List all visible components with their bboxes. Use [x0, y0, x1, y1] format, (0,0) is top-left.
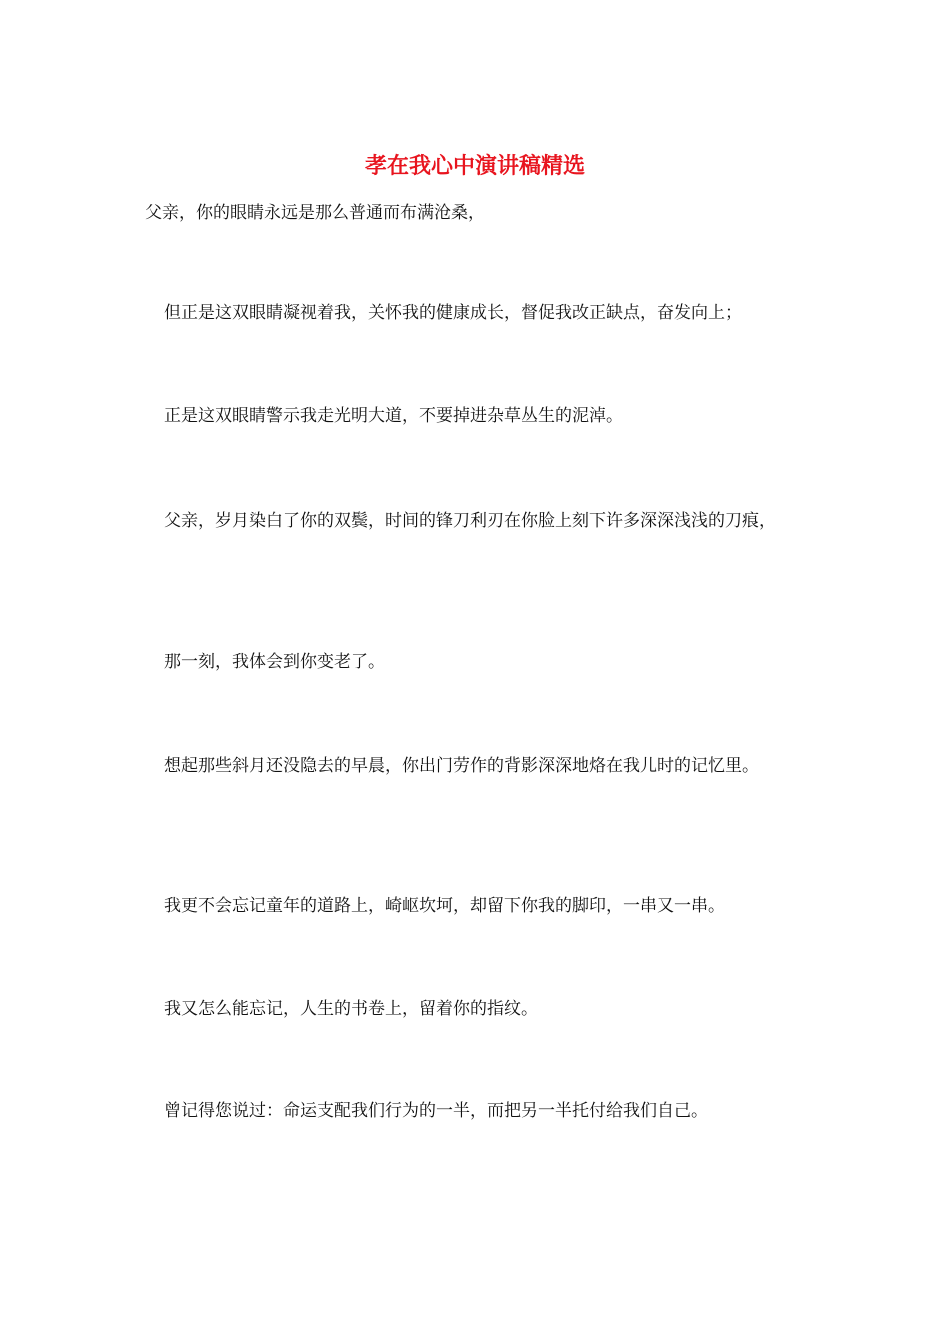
paragraph-3: 正是这双眼睛警示我走光明大道，不要掉进杂草丛生的泥淖。: [164, 406, 623, 426]
document-title: 孝在我心中演讲稿精选: [364, 154, 585, 179]
paragraph-8: 我又怎么能忘记，人生的书卷上，留着你的指纹。: [164, 999, 538, 1019]
paragraph-2: 但正是这双眼睛凝视着我，关怀我的健康成长，督促我改正缺点，奋发向上；: [164, 303, 742, 323]
paragraph-1: 父亲，你的眼睛永远是那么普通而布满沧桑，: [145, 203, 485, 223]
paragraph-5: 那一刻，我体会到你变老了。: [164, 652, 385, 672]
paragraph-4: 父亲，岁月染白了你的双鬓，时间的锋刀利刃在你脸上刻下许多深深浅浅的刀痕，: [164, 511, 776, 531]
paragraph-9: 曾记得您说过：命运支配我们行为的一半，而把另一半托付给我们自己。: [164, 1101, 708, 1121]
paragraph-7: 我更不会忘记童年的道路上，崎岖坎坷，却留下你我的脚印，一串又一串。: [164, 896, 725, 916]
paragraph-6: 想起那些斜月还没隐去的早晨，你出门劳作的背影深深地烙在我儿时的记忆里。: [164, 756, 759, 776]
